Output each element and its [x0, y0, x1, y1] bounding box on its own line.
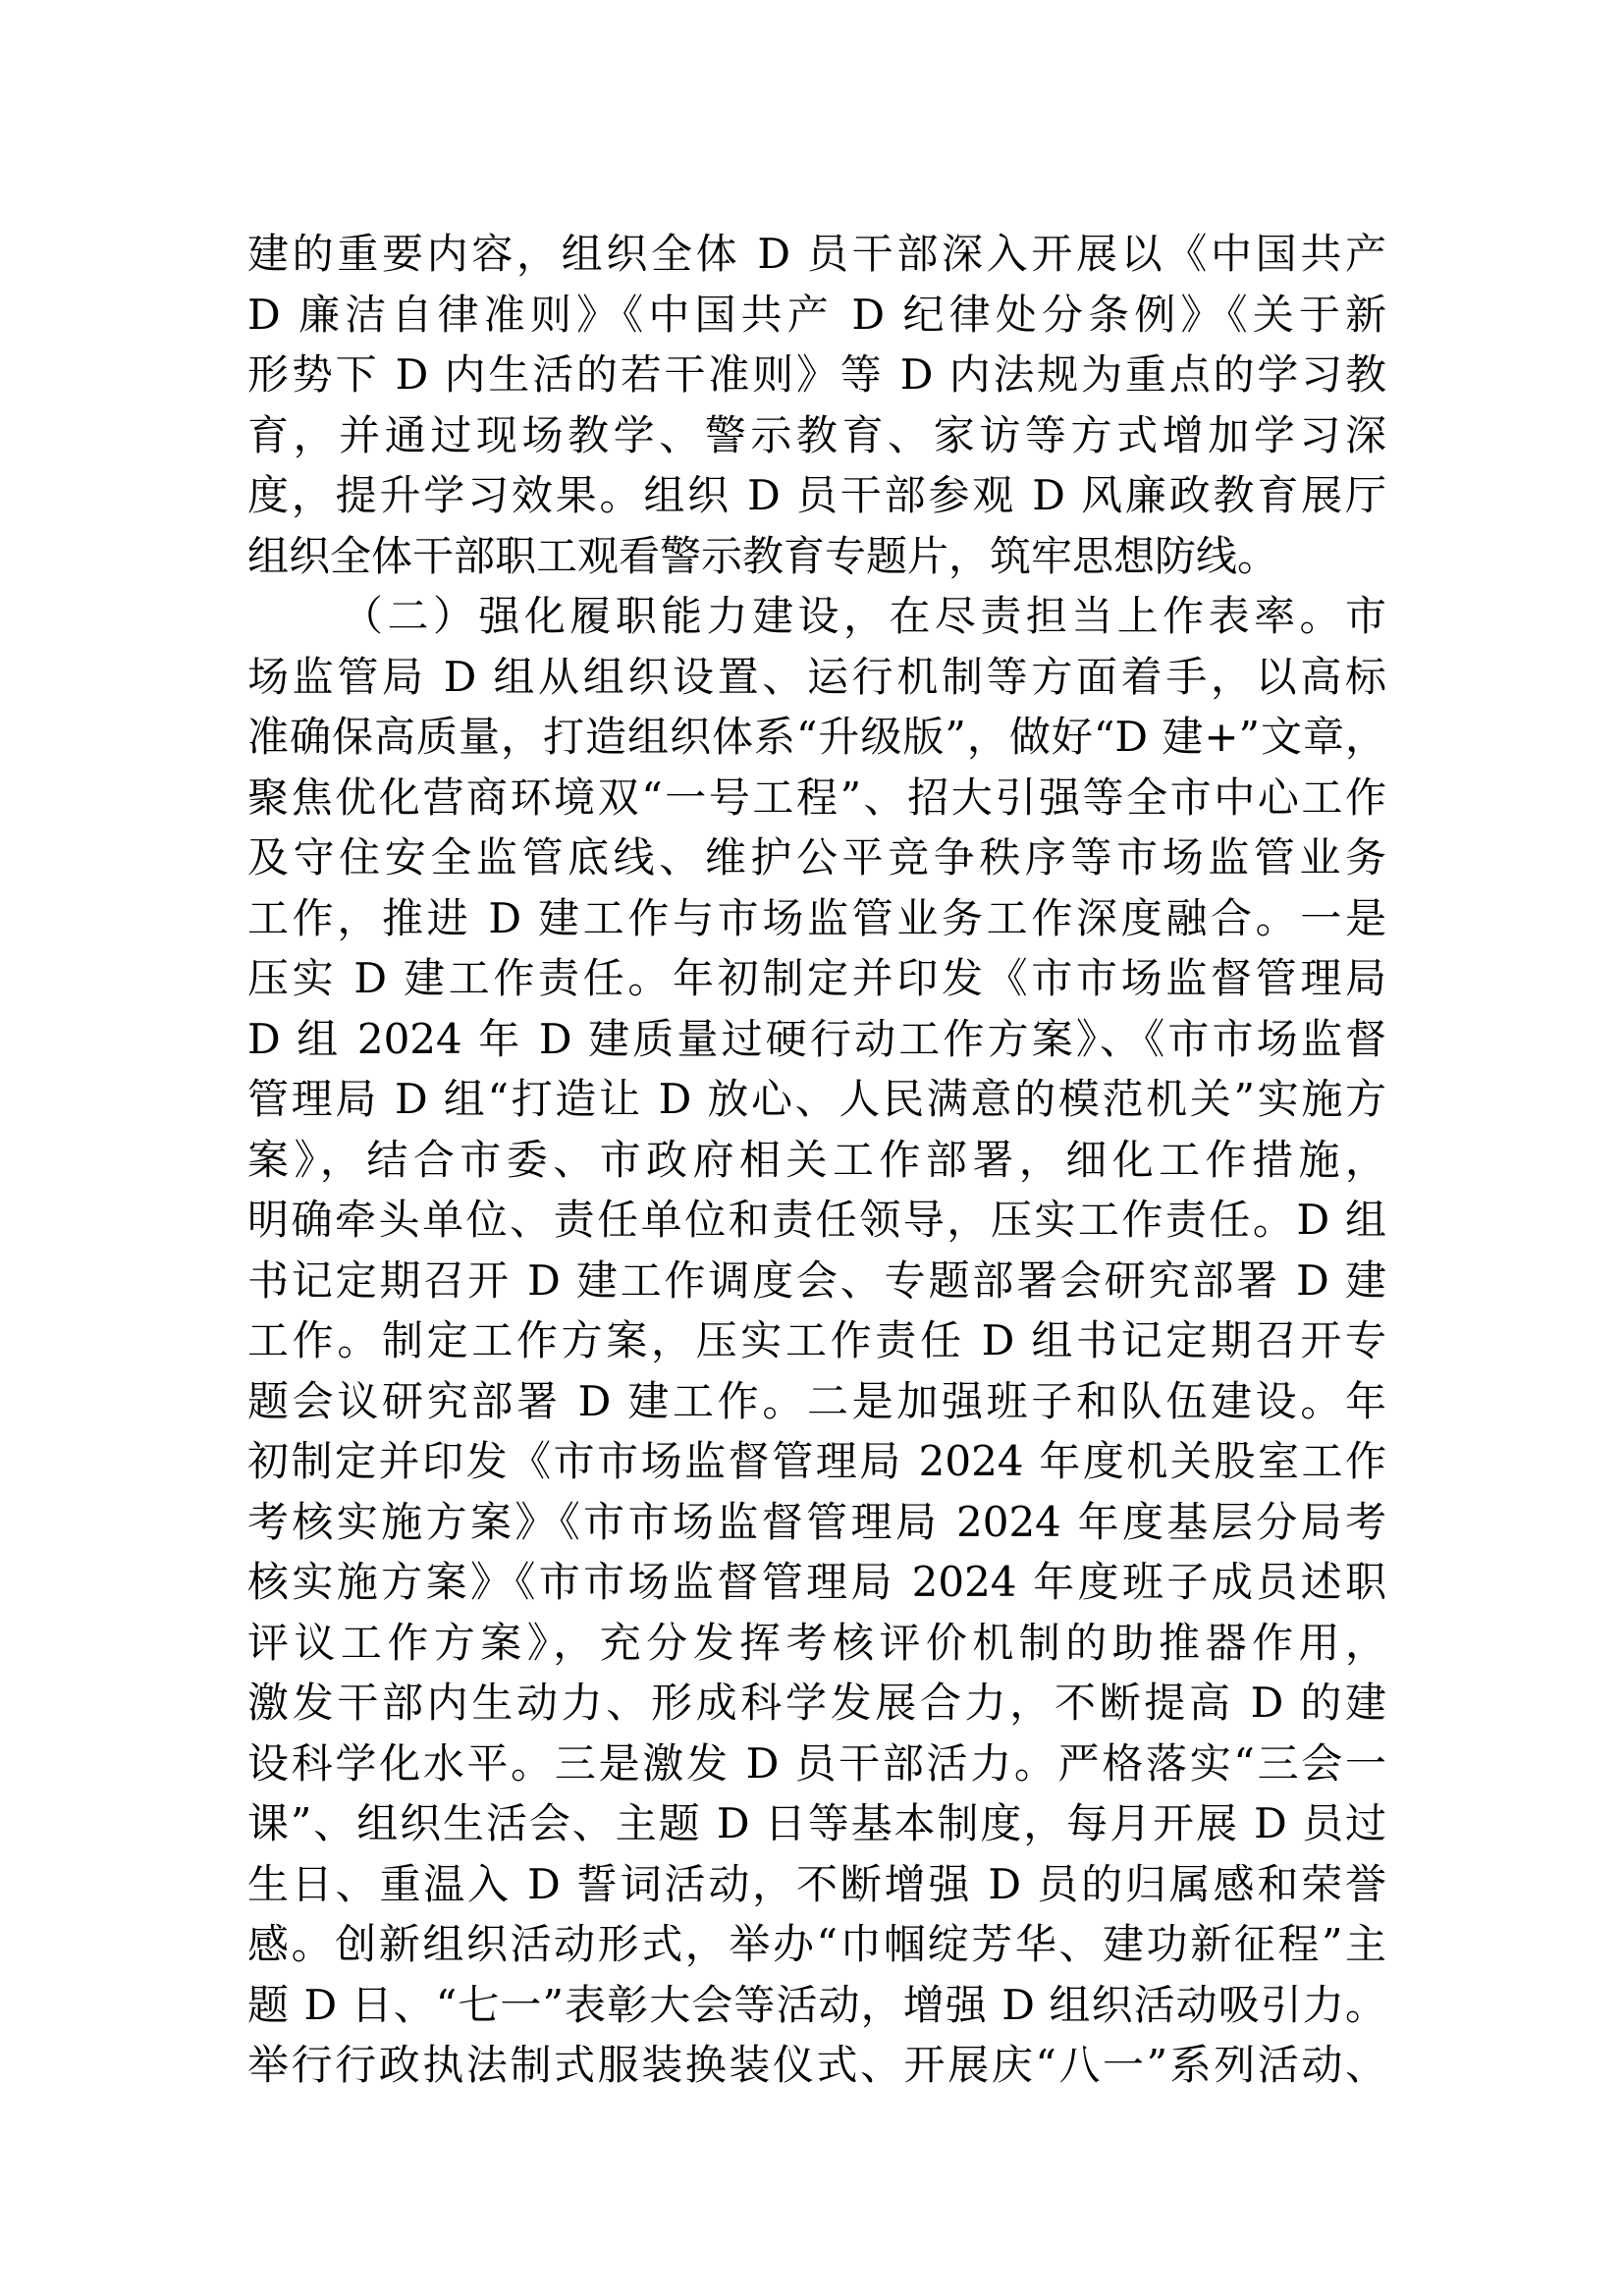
text-line: 建的重要内容，组织全体 D 员干部深入开展以《中国共产	[247, 230, 1386, 278]
text-line: 评议工作方案》，充分发挥考核评价机制的助推器作用，	[247, 1618, 1386, 1667]
text-line: 初制定并印发《市市场监督管理局 2024 年度机关股室工作	[247, 1437, 1386, 1485]
text-line: 核实施方案》《市市场监督管理局 2024 年度班子成员述职	[247, 1558, 1386, 1606]
text-line: 明确牵头单位、责任单位和责任领导，压实工作责任。D 组	[247, 1196, 1386, 1244]
text-line: 形势下 D 内生活的若干准则》等 D 内法规为重点的学习教	[247, 350, 1386, 399]
text-line: 课”、组织生活会、主题 D 日等基本制度，每月开展 D 员过	[247, 1799, 1386, 1847]
text-line: 书记定期召开 D 建工作调度会、专题部署会研究部署 D 建	[247, 1255, 1386, 1305]
text-line: 感。创新组织活动形式，举办“巾帼绽芳华、建功新征程”主	[247, 1920, 1386, 1968]
text-line: 题会议研究部署 D 建工作。二是加强班子和队伍建设。年	[247, 1376, 1386, 1425]
text-line: 场监管局 D 组从组织设置、运行机制等方面着手，以高标	[247, 652, 1386, 701]
text-line: 举行行政执法制式服装换装仪式、开展庆“八一”系列活动、	[247, 2041, 1386, 2089]
text-line: 题 D 日、“七一”表彰大会等活动，增强 D 组织活动吸引力。	[247, 1980, 1386, 2029]
text-line: 生日、重温入 D 誓词活动，不断增强 D 员的归属感和荣誉	[247, 1859, 1386, 1908]
text-line: D 组 2024 年 D 建质量过硬行动工作方案》、《市市场监督	[247, 1014, 1386, 1063]
text-line: 管理局 D 组“打造让 D 放心、人民满意的模范机关”实施方	[247, 1075, 1386, 1123]
text-line: 育，并通过现场教学、警示教育、家访等方式增加学习深	[247, 410, 1386, 459]
text-line: 及守住安全监管底线、维护公平竞争秩序等市场监管业务	[247, 833, 1386, 881]
text-line: 工作，推进 D 建工作与市场监管业务工作深度融合。一是	[247, 893, 1386, 942]
text-line: 压实 D 建工作责任。年初制定并印发《市市场监督管理局	[247, 954, 1386, 1002]
text-line: 案》，结合市委、市政府相关工作部署，细化工作措施，	[247, 1135, 1386, 1184]
body-text	[247, 224, 1386, 2096]
text-line: 聚焦优化营商环境双“一号工程”、招大引强等全市中心工作	[247, 773, 1386, 822]
text-line: （二）强化履职能力建设，在尽责担当上作表率。市	[342, 592, 1386, 640]
text-line: 考核实施方案》《市市场监督管理局 2024 年度基层分局考	[247, 1497, 1386, 1546]
text-line: 度，提升学习效果。组织 D 员干部参观 D 风廉政教育展厅	[247, 471, 1386, 519]
text-line: 工作。制定工作方案，压实工作责任 D 组书记定期召开专	[247, 1316, 1386, 1364]
text-line: D 廉洁自律准则》《中国共产 D 纪律处分条例》《关于新	[247, 290, 1386, 339]
text-line: 激发干部内生动力、形成科学发展合力，不断提高 D 的建	[247, 1679, 1386, 1727]
text-line: 准确保高质量，打造组织体系“升级版”，做好“D 建+”文章，	[247, 713, 1386, 761]
text-line: 组织全体干部职工观看警示教育专题片，筑牢思想防线。	[247, 531, 1279, 580]
text-line: 设科学化水平。三是激发 D 员干部活力。严格落实“三会一	[247, 1738, 1386, 1788]
